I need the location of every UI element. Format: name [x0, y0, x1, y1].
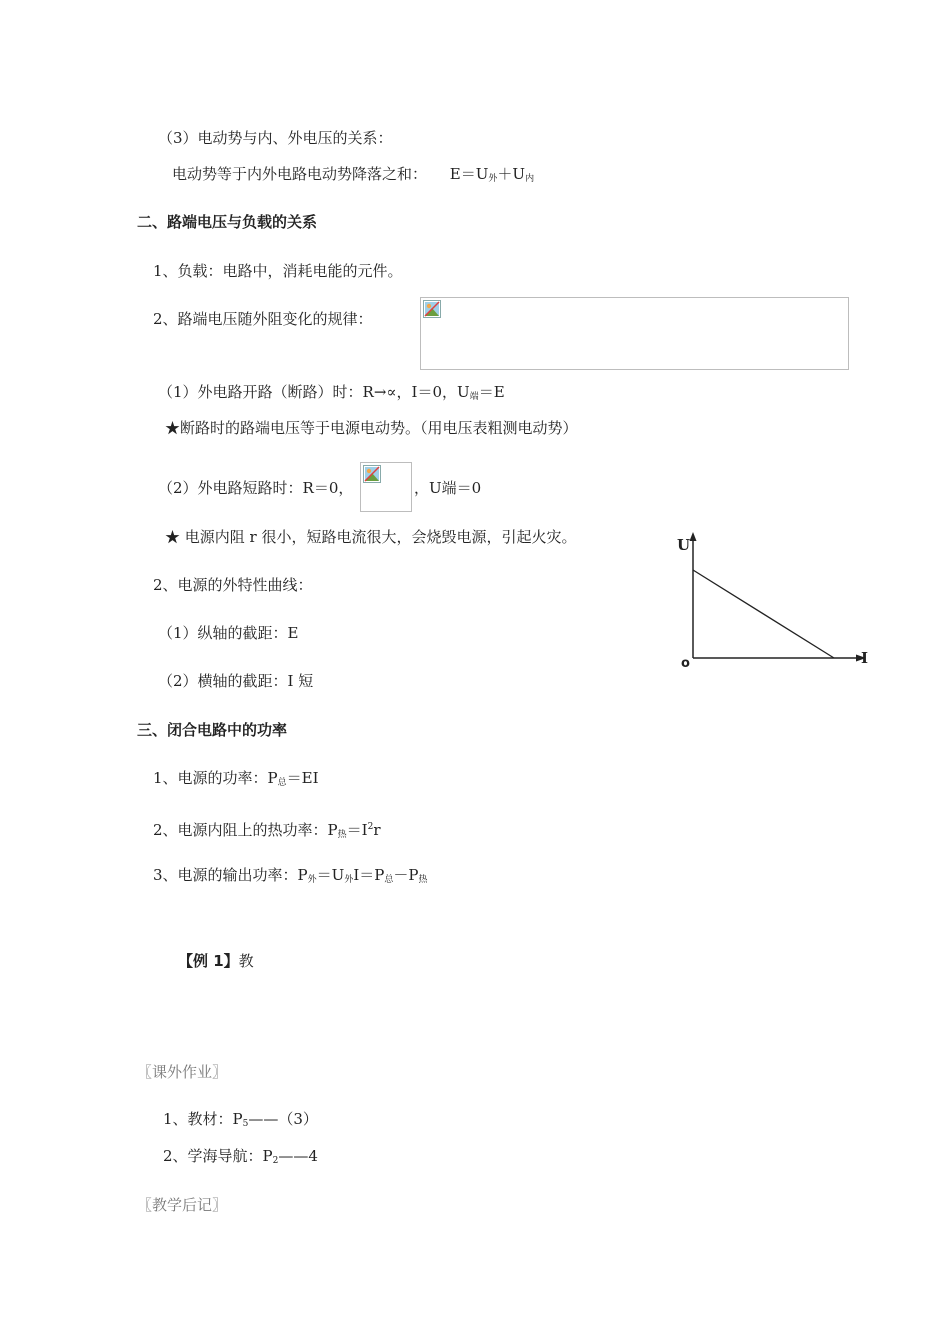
- terminal-voltage-rule: 2、路端电压随外阻变化的规律：: [153, 310, 373, 328]
- power-total-text: 1、电源的功率：P: [153, 769, 278, 787]
- sub-duan: 端: [469, 392, 479, 402]
- origin-label: o: [681, 656, 690, 671]
- load-definition: 1、负载：电路中，消耗电能的元件。: [153, 262, 403, 280]
- power-output-mid3: －P: [393, 866, 419, 884]
- formula-e: E＝U: [449, 165, 489, 183]
- power-output-mid1: ＝U: [316, 866, 345, 884]
- open-circuit-line: [158, 382, 505, 407]
- power-output-mid2: I＝P: [353, 866, 385, 884]
- sub-zong: 总: [277, 778, 287, 788]
- emf-relation: [172, 164, 534, 189]
- open-circuit-note: ★断路时的路端电压等于电源电动势。（用电压表粗测电动势）: [165, 419, 578, 437]
- power-heat-mid: ＝I: [346, 821, 368, 839]
- example-text: 教: [238, 952, 254, 970]
- homework-item-1-sub: 5: [242, 1119, 249, 1129]
- power-total: [153, 768, 319, 793]
- power-output: [153, 865, 427, 890]
- image-placeholder-short-current: [360, 462, 412, 512]
- characteristic-curve-title: 2、电源的外特性曲线：: [153, 576, 313, 594]
- homework-item-1-text: 1、教材：P: [163, 1110, 243, 1128]
- homework-heading: 〖课外作业〗: [137, 1063, 228, 1081]
- image-placeholder-formula: [420, 297, 849, 370]
- sub-re-2: 热: [418, 875, 428, 885]
- homework-item-2: [163, 1146, 318, 1171]
- item3-title: （3）电动势与内、外电压的关系：: [158, 129, 393, 147]
- example-1: [178, 951, 254, 971]
- open-circuit-suffix: ＝E: [478, 383, 505, 401]
- sub-zong-2: 总: [384, 875, 394, 885]
- formula-plus-u: ＋U: [497, 165, 526, 183]
- short-circuit-prefix: （2）外电路短路时：R＝0，: [158, 479, 354, 497]
- power-heat: [153, 817, 381, 845]
- homework-item-2-sub: 2: [272, 1156, 279, 1166]
- vertical-intercept: （1）纵轴的截距：E: [158, 624, 299, 642]
- sub-wai: 外: [488, 174, 498, 184]
- emf-relation-text: 电动势等于内外电路电动势降落之和：: [172, 165, 428, 183]
- sub-wai-1: 外: [307, 875, 317, 885]
- characteristic-line: [693, 570, 834, 658]
- homework-item-1-suffix: ——（3）: [248, 1110, 318, 1128]
- horizontal-intercept: （2）横轴的截距：I 短: [158, 672, 314, 690]
- example-label: 【例 1】: [178, 952, 239, 970]
- y-axis-arrow: [690, 532, 697, 541]
- homework-item-2-suffix: ——4: [278, 1147, 318, 1165]
- open-circuit-text: （1）外电路开路（断路）时：R→∝，I＝0，U: [158, 383, 470, 401]
- power-heat-r: r: [373, 821, 381, 839]
- y-axis-label: U: [677, 536, 691, 554]
- postscript-heading: 〖教学后记〗: [137, 1196, 228, 1214]
- short-circuit-note: ★ 电源内阻 r 很小，短路电流很大，会烧毁电源，引起火灾。: [165, 528, 577, 546]
- u-i-graph: [670, 528, 880, 673]
- power-total-formula: ＝EI: [286, 769, 319, 787]
- section3-heading: 三、闭合电路中的功率: [137, 721, 288, 739]
- section2-heading: 二、路端电压与负载的关系: [137, 213, 318, 231]
- short-circuit-suffix: ，U端＝0: [414, 479, 482, 497]
- broken-image-icon: [363, 465, 381, 483]
- power-output-text: 3、电源的输出功率：P: [153, 866, 308, 884]
- broken-image-icon: [423, 300, 441, 318]
- power-heat-sup: 2: [367, 822, 374, 832]
- sub-wai-2: 外: [344, 875, 354, 885]
- sub-re: 热: [337, 830, 347, 840]
- homework-item-2-text: 2、学海导航：P: [163, 1147, 273, 1165]
- x-axis-label: I: [861, 649, 869, 667]
- power-heat-text: 2、电源内阻上的热功率：P: [153, 821, 338, 839]
- homework-item-1: [163, 1109, 318, 1134]
- sub-nei: 内: [525, 174, 535, 184]
